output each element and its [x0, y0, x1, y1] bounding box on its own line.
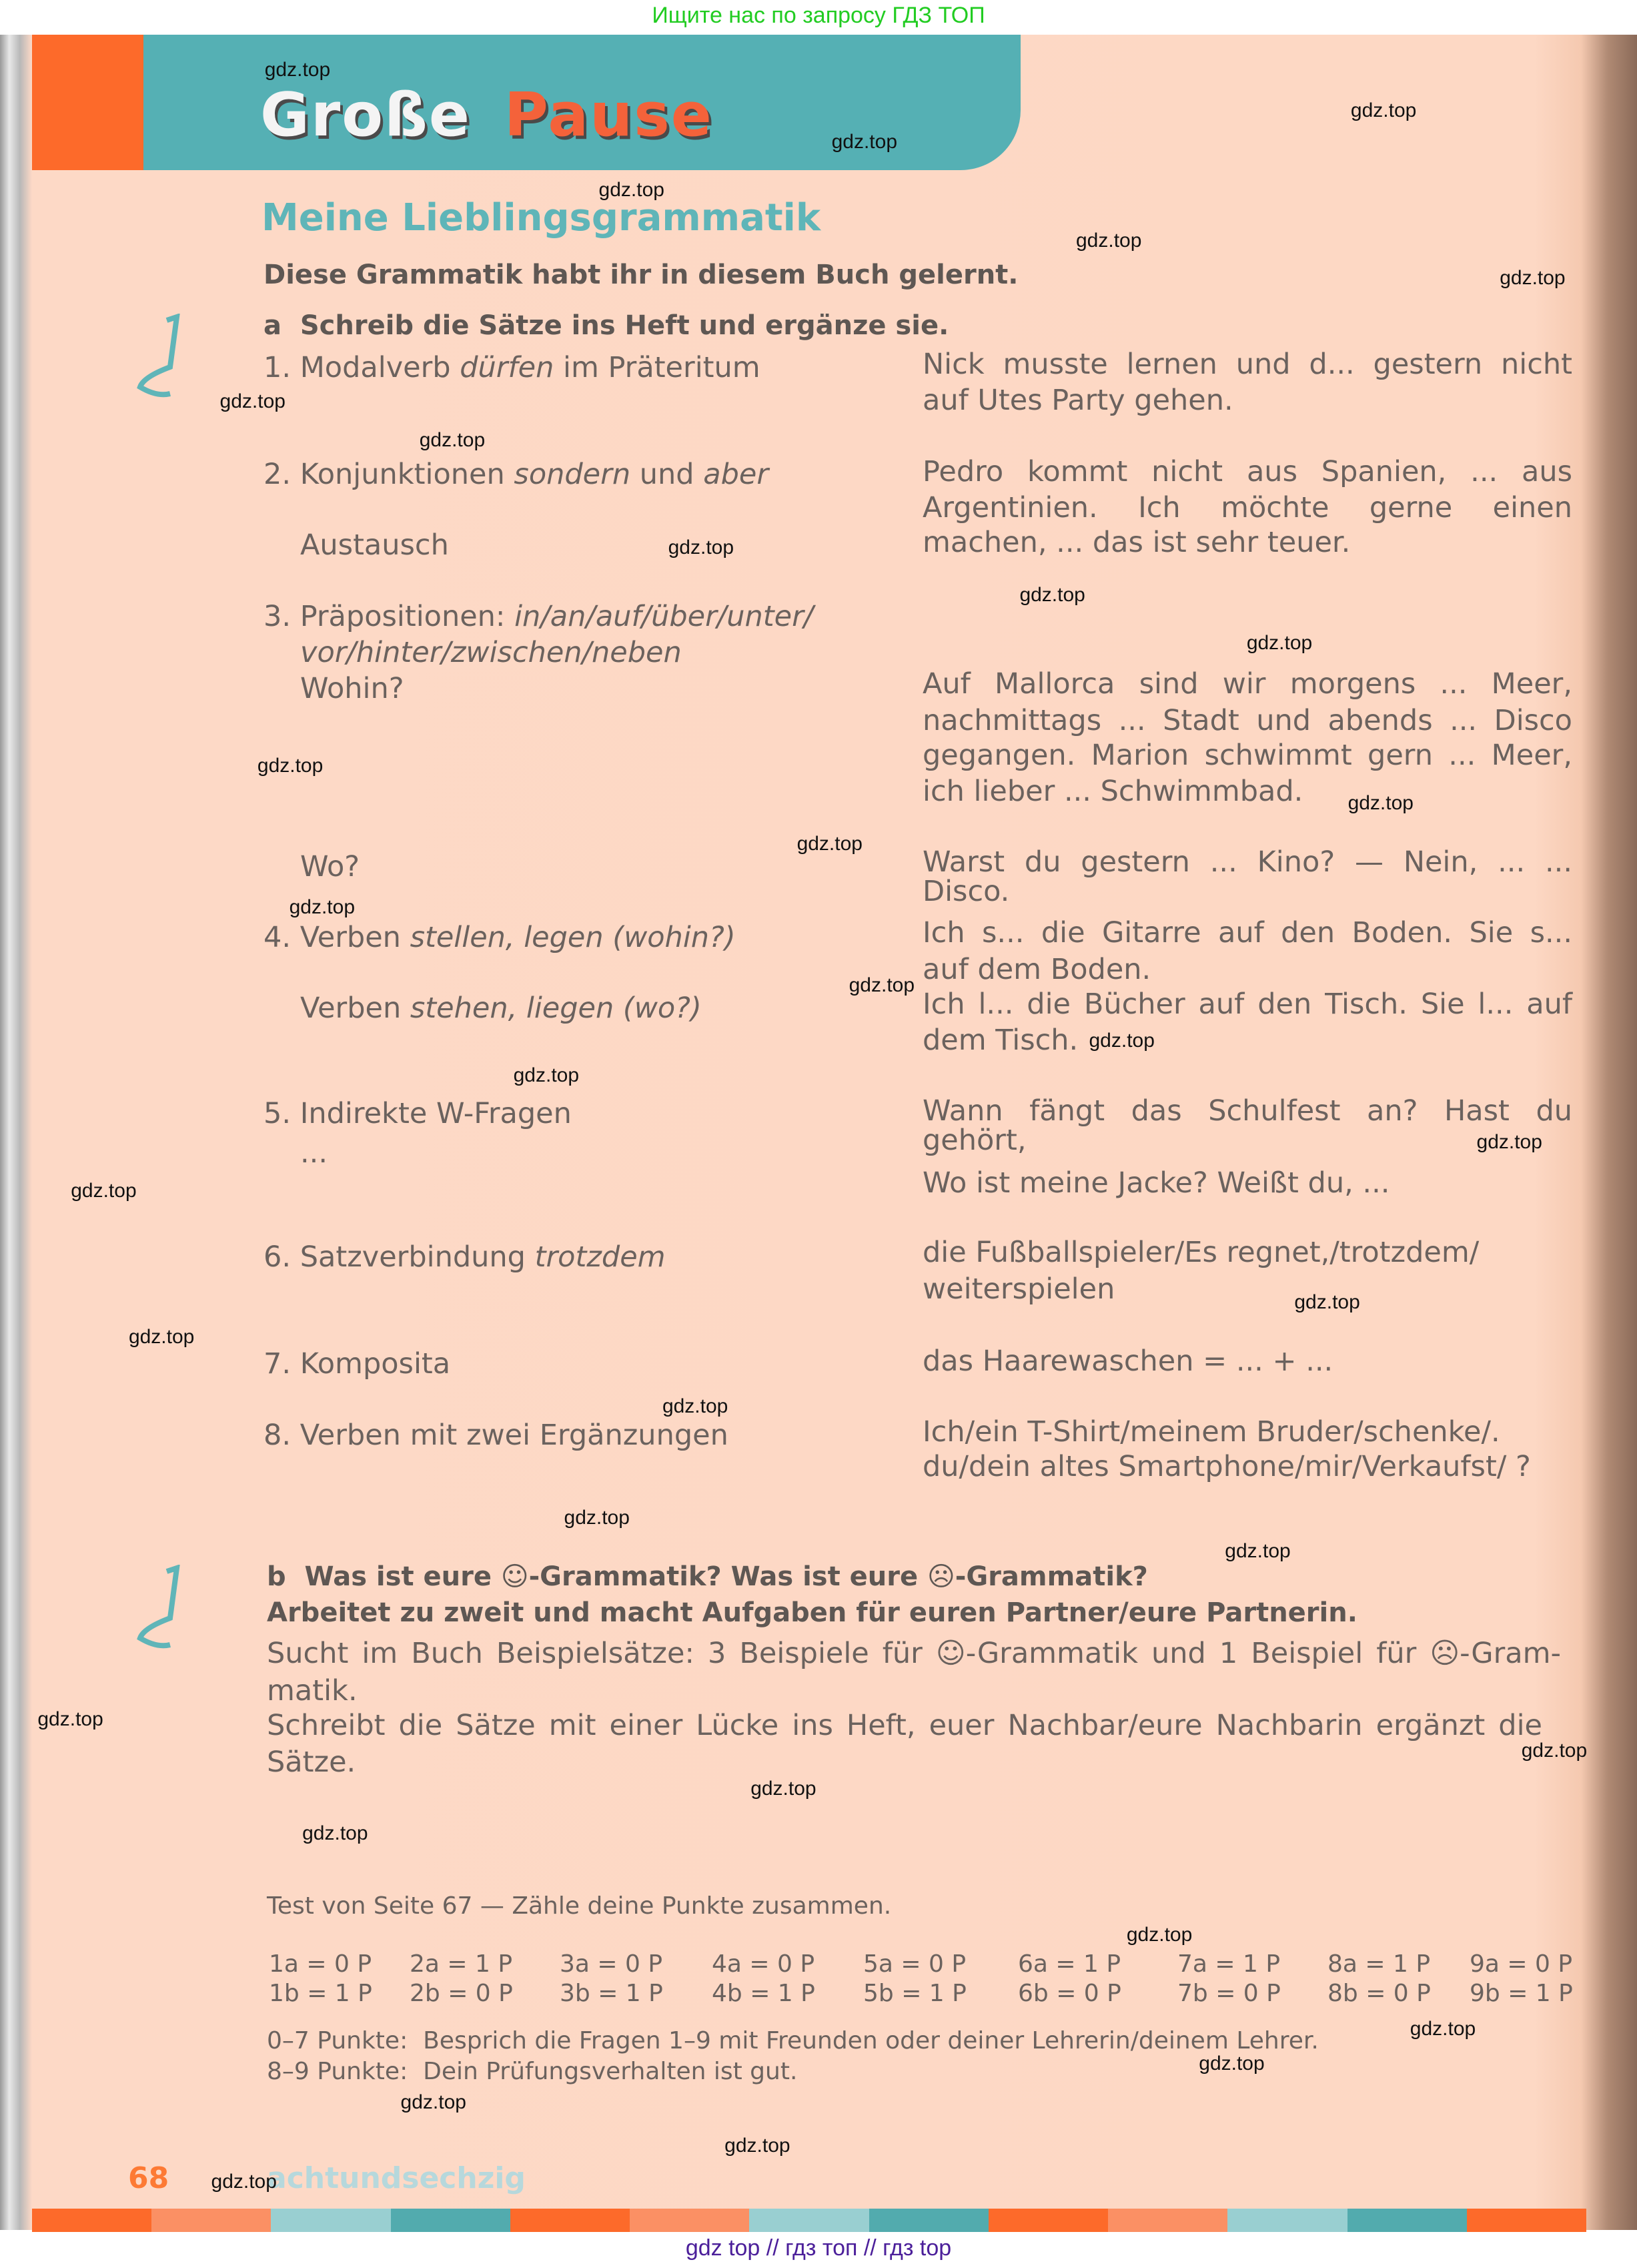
title-word-2: Pause — [504, 80, 713, 150]
stripe-segment — [510, 2209, 630, 2232]
watermark: gdz.top — [564, 1507, 630, 1529]
score-cell: 7a = 1 P — [1177, 1950, 1281, 1978]
item-6-exercise: weiterspielen — [923, 1272, 1115, 1306]
score-cell: 8a = 1 P — [1327, 1950, 1431, 1978]
item-4-exercise: dem Tisch. — [923, 1024, 1079, 1057]
watermark: gdz.top — [219, 390, 286, 412]
watermark: gdz.top — [796, 832, 863, 855]
watermark: gdz.top — [302, 1822, 368, 1844]
item-6-exercise: die Fußballspieler/Es regnet,/trotzdem/ — [923, 1236, 1480, 1269]
item-5-ellipsis: ... — [300, 1136, 328, 1170]
item-3-label: 3. Präpositionen: in/an/auf/über/unter/ — [263, 600, 814, 633]
item-8-exercise: Ich/ein T-Shirt/meinem Bruder/schenke/. — [923, 1415, 1500, 1449]
item-3-label: vor/hinter/zwischen/neben — [300, 636, 682, 669]
watermark: gdz.top — [831, 131, 898, 153]
watermark: gdz.top — [662, 1395, 728, 1418]
stripe-segment — [989, 2209, 1108, 2232]
task-b-text: Schreibt die Sätze mit einer Lücke ins Heft, euer Nachbar/eure Nachbarin ergänzt die — [267, 1709, 1542, 1742]
task-b-instruction: Arbeitet zu zweit und macht Aufgaben für euren Partner/eure Partnerin. — [267, 1597, 1357, 1628]
item-4-label: Verben stehen, liegen (wo?) — [300, 992, 702, 1025]
item-2-exercise: machen, ... das ist sehr teuer. — [923, 526, 1351, 559]
item-7-exercise: das Haarewaschen = ... + ... — [923, 1345, 1333, 1378]
item-2-example-word: Austausch — [300, 528, 449, 562]
orange-side-strip — [32, 35, 143, 170]
score-cell: 4a = 0 P — [712, 1950, 815, 1978]
watermark: gdz.top — [1089, 1029, 1155, 1052]
score-cell: 6a = 1 P — [1018, 1950, 1121, 1978]
item-2-label: 2. Konjunktionen sondern und aber — [263, 458, 768, 491]
task-b-text: Sätze. — [267, 1746, 356, 1779]
item-3-wohin: Wohin? — [300, 672, 404, 705]
smile-icon: ☺ — [500, 1561, 529, 1592]
watermark: gdz.top — [289, 896, 356, 919]
watermark: gdz.top — [257, 754, 324, 777]
item-7-label: 7. Komposita — [263, 1347, 451, 1381]
watermark: gdz.top — [264, 59, 331, 81]
task-b-text: Sucht im Buch Beispielsätze: 3 Beispiele für ☺-Grammatik und 1 Beispiel für ☹-Gram- — [267, 1637, 1562, 1670]
score-cell: 2a = 1 P — [410, 1950, 513, 1978]
item-3-exercise: Warst du gestern ... Kino? — Nein, ... ... Disco. — [923, 845, 1572, 908]
stripe-segment — [1108, 2209, 1227, 2232]
watermark: gdz.top — [1075, 229, 1142, 252]
item-4-exercise: Ich l... die Bücher auf den Tisch. Sie l... auf — [923, 988, 1572, 1021]
frown-icon: ☹ — [1430, 1637, 1460, 1670]
watermark: gdz.top — [668, 536, 734, 558]
item-3-exercise: Auf Mallorca sind wir morgens ... Meer, — [923, 667, 1572, 701]
score-cell: 2b = 0 P — [410, 1980, 513, 2007]
item-4-exercise: Ich s... die Gitarre auf den Boden. Sie s... — [923, 916, 1572, 950]
item-6-label: 6. Satzverbindung trotzdem — [263, 1240, 666, 1274]
stripe-segment — [1227, 2209, 1347, 2232]
watermark: gdz.top — [71, 1180, 137, 1202]
color-stripe — [32, 2209, 1586, 2232]
score-cell: 3a = 0 P — [560, 1950, 663, 1978]
watermark: gdz.top — [128, 1326, 195, 1349]
section-heading: Meine Lieblingsgrammatik — [261, 196, 821, 240]
watermark: gdz.top — [1521, 1740, 1588, 1762]
page-title — [260, 80, 713, 150]
item-1-exercise: Nick musste lernen und d... gestern nicht — [923, 348, 1572, 381]
watermark: gdz.top — [1199, 2052, 1265, 2074]
watermark: gdz.top — [1126, 1923, 1193, 1946]
score-cell: 4b = 1 P — [712, 1980, 815, 2007]
title-word-1: Große — [260, 80, 471, 150]
item-5-label: 5. Indirekte W-Fragen — [263, 1097, 572, 1130]
score-cell: 3b = 1 P — [560, 1980, 663, 2007]
item-1-exercise: auf Utes Party gehen. — [923, 384, 1233, 417]
score-cell: 1a = 0 P — [269, 1950, 372, 1978]
score-cell: 5a = 0 P — [863, 1950, 967, 1978]
item-8-exercise: du/dein altes Smartphone/mir/Verkaufst/ ? — [923, 1450, 1531, 1483]
item-2-exercise: Pedro kommt nicht aus Spanien, ... aus — [923, 455, 1572, 488]
section-intro: Diese Grammatik habt ihr in diesem Buch gelernt. — [263, 260, 1019, 290]
stripe-segment — [32, 2209, 151, 2232]
score-cell: 7b = 0 P — [1177, 1980, 1281, 2007]
watermark: gdz.top — [1410, 2017, 1476, 2040]
task-b-question: b Was ist eure ☺-Grammatik? Was ist eure ☹-Grammatik? — [267, 1561, 1148, 1592]
watermark: gdz.top — [1347, 792, 1414, 815]
item-3-wo: Wo? — [300, 850, 360, 883]
watermark: gdz.top — [1476, 1130, 1542, 1153]
page-number: 68 — [128, 2161, 169, 2195]
score-cell: 5b = 1 P — [863, 1980, 967, 2007]
watermark: gdz.top — [1019, 584, 1085, 607]
stripe-segment — [1347, 2209, 1467, 2232]
item-5-exercise: Wo ist meine Jacke? Weißt du, ... — [923, 1166, 1390, 1200]
result-range-low: 0–7 Punkte: Besprich die Fragen 1–9 mit Freunden oder deiner Lehrerin/deinem Lehrer. — [267, 2027, 1319, 2054]
stripe-segment — [630, 2209, 749, 2232]
stripe-segment — [391, 2209, 510, 2232]
watermark: gdz.top — [1350, 99, 1417, 121]
item-5-exercise: Wann fängt das Schulfest an? Hast du gehört, — [923, 1094, 1572, 1157]
watermark: gdz.top — [1225, 1540, 1291, 1563]
watermark: gdz.top — [1500, 267, 1566, 290]
task-b-text: matik. — [267, 1674, 358, 1708]
item-3-exercise: gegangen. Marion schwimmt gern ... Meer, — [923, 739, 1572, 772]
footer-watermark: gdz top // гдз топ // гдз top — [685, 2235, 952, 2261]
watermark: gdz.top — [513, 1064, 580, 1086]
item-3-exercise: ich lieber ... Schwimmbad. — [923, 775, 1303, 808]
item-3-exercise: nachmittags ... Stadt und abends ... Disco — [923, 704, 1572, 737]
item-4-exercise: auf dem Boden. — [923, 953, 1151, 986]
watermark: gdz.top — [1246, 631, 1313, 654]
score-cell: 1b = 1 P — [269, 1980, 372, 2007]
test-title: Test von Seite 67 — Zähle deine Punkte zusammen. — [267, 1892, 892, 1920]
stripe-segment — [271, 2209, 390, 2232]
item-4-label: 4. Verben stellen, legen (wohin?) — [263, 921, 736, 954]
score-cell: 9b = 1 P — [1470, 1980, 1573, 2007]
page-number-word: achtundsechzig — [267, 2161, 526, 2195]
stripe-segment — [869, 2209, 989, 2232]
smile-icon: ☺ — [935, 1637, 966, 1670]
watermark: gdz.top — [598, 179, 664, 201]
result-range-high: 8–9 Punkte: Dein Prüfungsverhalten ist gut. — [267, 2058, 798, 2085]
item-8-label: 8. Verben mit zwei Ergänzungen — [263, 1419, 728, 1452]
score-cell: 9a = 0 P — [1470, 1950, 1573, 1978]
stripe-segment — [151, 2209, 271, 2232]
stripe-segment — [749, 2209, 869, 2232]
exercise-marker-icon — [130, 1565, 190, 1658]
search-banner: Ищите нас по запросу ГДЗ ТОП — [652, 3, 985, 28]
score-cell: 8b = 0 P — [1327, 1980, 1431, 2007]
watermark: gdz.top — [211, 2171, 277, 2193]
watermark: gdz.top — [400, 2091, 466, 2114]
watermark: gdz.top — [419, 429, 486, 452]
watermark: gdz.top — [724, 2135, 790, 2157]
stripe-segment — [1467, 2209, 1586, 2232]
score-cell: 6b = 0 P — [1018, 1980, 1121, 2007]
item-1-label: 1. Modalverb dürfen im Präteritum — [263, 351, 760, 384]
watermark: gdz.top — [849, 974, 915, 997]
watermark: gdz.top — [1294, 1291, 1360, 1314]
task-a-instruction: a Schreib die Sätze ins Heft und ergänze sie. — [263, 310, 949, 341]
watermark: gdz.top — [750, 1777, 816, 1800]
frown-icon: ☹ — [927, 1561, 955, 1592]
exercise-marker-icon — [130, 314, 190, 407]
item-2-exercise: Argentinien. Ich möchte gerne einen — [923, 491, 1572, 524]
watermark: gdz.top — [37, 1708, 103, 1730]
